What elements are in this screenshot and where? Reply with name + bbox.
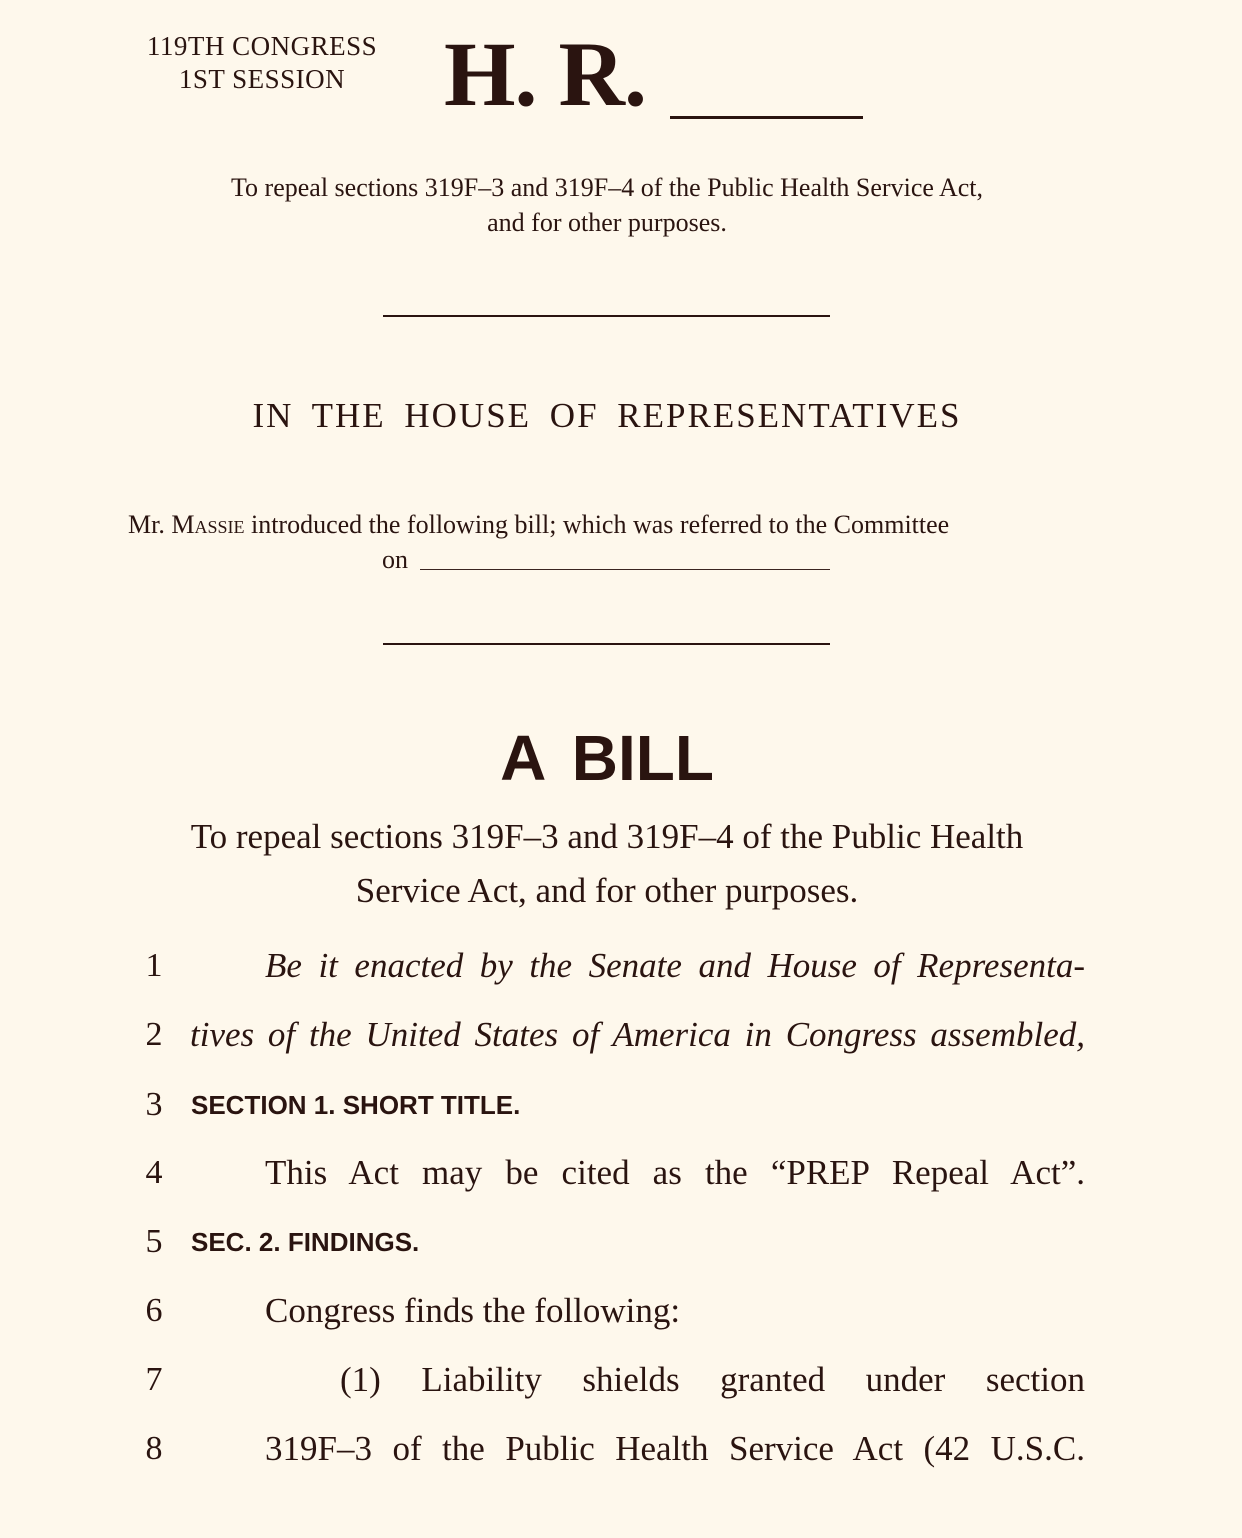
bill-text-line: 319F–3 of the Public Health Service Act (42 U.S.C.: [265, 1429, 1085, 1468]
short-title-line-1: To repeal sections 319F–3 and 319F–4 of the Public Health Service Act,: [230, 173, 984, 202]
long-title: [120, 810, 1094, 918]
bill-text-line: Be it enacted by the Senate and House of Representa-: [265, 946, 1085, 985]
intro-on-label: on: [382, 545, 408, 574]
intro-text: introduced the following bill; which was referred to the Committee: [244, 510, 950, 539]
bill-designation: H. R.: [444, 23, 646, 125]
line-number: 7: [145, 1361, 163, 1398]
divider-rule-top: [383, 315, 830, 317]
section-heading: SEC. 2. FINDINGS.: [191, 1227, 420, 1257]
line-number: 6: [145, 1292, 163, 1329]
line-number: 1: [145, 947, 163, 984]
line-number: 8: [145, 1430, 163, 1467]
congress-number: 119TH CONGRESS: [146, 31, 378, 61]
chamber-heading: IN THE HOUSE OF REPRESENTATIVES: [252, 396, 962, 435]
sponsor-name: Massie: [171, 510, 245, 539]
committee-blank-line: [420, 569, 830, 570]
line-number: 2: [145, 1016, 163, 1053]
section-heading: SECTION 1. SHORT TITLE.: [191, 1090, 521, 1120]
bill-text-line: (1) Liability shields granted under section: [340, 1360, 1085, 1399]
line-number: 5: [145, 1223, 163, 1260]
line-number: 4: [145, 1154, 163, 1191]
bill-number-blank: [670, 116, 863, 119]
long-title-line-1: To repeal sections 319F–3 and 319F–4 of the Public Health: [190, 817, 1024, 856]
bill-text-line: This Act may be cited as the “PREP Repeal Act”.: [265, 1153, 1085, 1192]
divider-rule-bottom: [383, 643, 830, 645]
long-title-line-2: Service Act, and for other purposes.: [355, 871, 859, 910]
bill-text-line: Congress finds the following:: [265, 1291, 681, 1330]
introduction-statement: [128, 507, 1088, 542]
bill-text-line: tives of the United States of America in Congress assembled,: [190, 1015, 1085, 1054]
short-title-line-2: and for other purposes.: [487, 208, 727, 237]
intro-prefix: Mr.: [128, 510, 172, 539]
short-title: [140, 170, 1074, 240]
congress-session-block: [128, 30, 396, 96]
bill-heading: A BILL: [500, 722, 714, 794]
line-number: 3: [145, 1086, 163, 1123]
session-number: 1ST SESSION: [178, 64, 346, 94]
